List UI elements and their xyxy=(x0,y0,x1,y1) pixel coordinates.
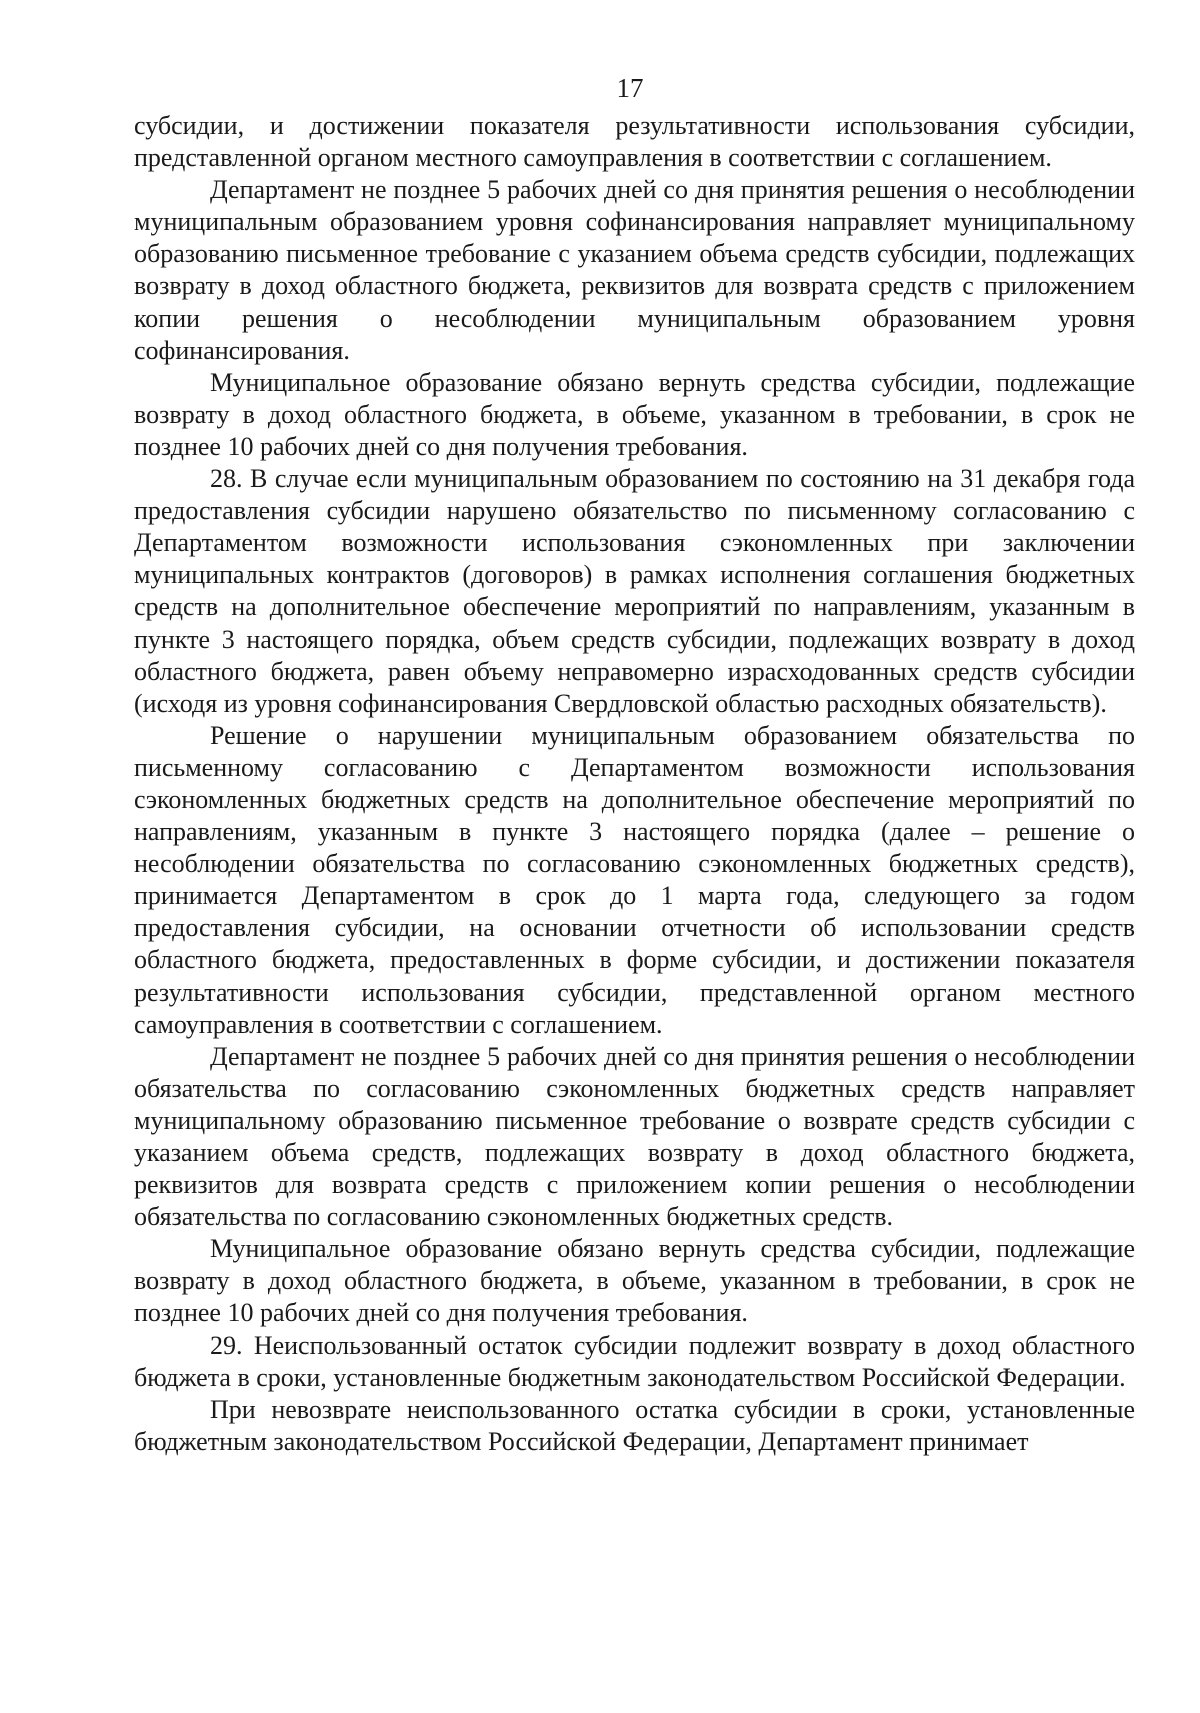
paragraph-continuation: субсидии, и достижении показателя результативности использования субсидии, представленной органом местного самоуправления в соответствии с соглашением. xyxy=(134,111,1135,173)
page-number: 17 xyxy=(616,73,644,103)
paragraph-municipality-return: Муниципальное образование обязано вернуть средства субсидии, подлежащие возврату в доход областного бюджета, в объеме, указанном в требовании, в срок не позднее 10 рабочих дней со дня получения требования. xyxy=(134,367,1135,461)
paragraph-department-notice: Департамент не позднее 5 рабочих дней со дня принятия решения о несоблюдении муниципальным образованием уровня софинансирования направляет муниципальному образованию письменное требование с указанием объема средств субсидии, подлежащих возврату в доход областного бюджета, реквизитов для возврата средств с приложением копии решения о несоблюдении муниципальным образованием уровня софинансирования. xyxy=(134,175,1135,365)
paragraph-department-notice: Департамент не позднее 5 рабочих дней со дня принятия решения о несоблюдении обязательства по согласованию сэкономленных бюджетных средств направляет муниципальному образованию письменное требование о возврате средств субсидии с указанием объема средств, подлежащих возврату в доход областного бюджета, реквизитов для возврата средств с приложением копии решения о несоблюдении обязательства по согласованию сэкономленных бюджетных средств. xyxy=(134,1041,1135,1232)
paragraph-non-return: При невозврате неиспользованного остатка субсидии в сроки, установленные бюджетным законодательством Российской Федерации, Департамент принимает xyxy=(134,1394,1135,1456)
paragraph-clause-28: 28. В случае если муниципальным образованием по состоянию на 31 декабря года предоставления субсидии нарушено обязательство по письменному согласованию с Департаментом возможности использования сэкономленных при заключении муниципальных контрактов (договоров) в рамках исполнения соглашения бюджетных средств на дополнительное обеспечение мероприятий по направлениям, указанным в пункте 3 настоящего порядка, объем средств субсидии, подлежащих возврату в доход областного бюджета, равен объему неправомерно израсходованных средств субсидии (исходя из уровня софинансирования Свердловской областью расходных обязательств). xyxy=(134,464,1135,718)
paragraph-municipality-return: Муниципальное образование обязано вернуть средства субсидии, подлежащие возврату в доход областного бюджета, в объеме, указанном в требовании, в срок не позднее 10 рабочих дней со дня получения требования. xyxy=(134,1234,1135,1328)
document-body xyxy=(134,110,1135,1458)
paragraph-clause-29: 29. Неиспользованный остаток субсидии подлежит возврату в доход областного бюджета в сроки, установленные бюджетным законодательством Российской Федерации. xyxy=(134,1330,1135,1392)
paragraph-violation-decision: Решение о нарушении муниципальным образованием обязательства по письменному согласованию с Департаментом возможности использования сэкономленных бюджетных средств на дополнительное обеспечение мероприятий по направлениям, указанным в пункте 3 настоящего порядка (далее – решение о несоблюдении обязательства по согласованию сэкономленных бюджетных средств), принимается Департаментом в срок до 1 марта года, следующего за годом предоставления субсидии, на основании отчетности об использовании средств областного бюджета, предоставленных в форме субсидии, и достижении показателя результативности использования субсидии, представленной органом местного самоуправления в соответствии с соглашением. xyxy=(134,720,1135,1039)
